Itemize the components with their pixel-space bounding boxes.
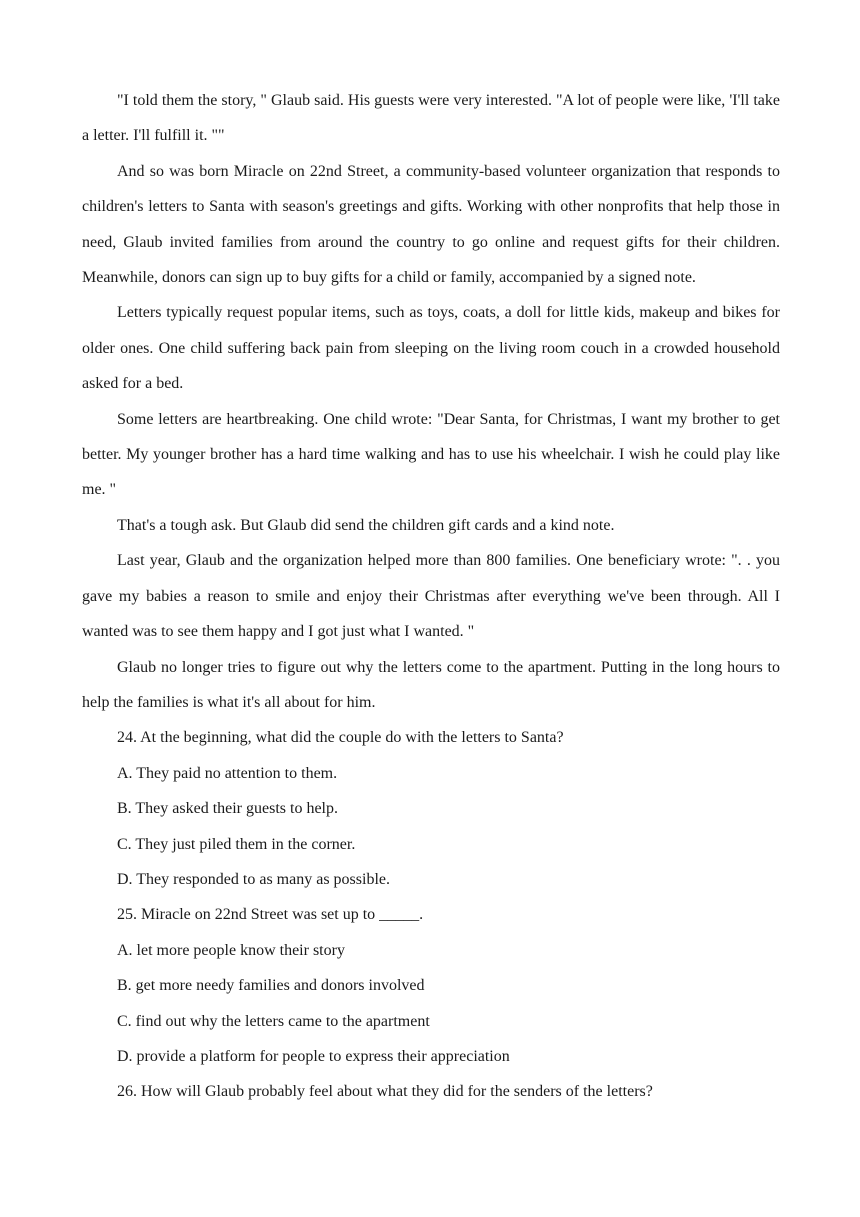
- passage-paragraph: Some letters are heartbreaking. One child wrote: "Dear Santa, for Christmas, I want my brother to get better. My younger brother has a hard time walking and has to use his wheelchair. I wish he could play like me. ": [82, 410, 780, 499]
- question-24-option-d: D. They responded to as many as possible.: [117, 870, 390, 888]
- question-25-option-b: B. get more needy families and donors involved: [117, 977, 425, 995]
- document-content: [82, 83, 780, 1110]
- question-24-option-c: C. They just piled them in the corner.: [117, 835, 356, 853]
- question-25-stem: 25. Miracle on 22nd Street was set up to _____.: [117, 906, 424, 924]
- question-24-option-a: A. They paid no attention to them.: [117, 764, 338, 782]
- passage-paragraph: And so was born Miracle on 22nd Street, a community-based volunteer organization that responds to children's letters to Santa with season's greetings and gifts. Working with other nonprofits that help those in need, Glaub invited families from around the country to go online and request gifts for their children. Meanwhile, donors can sign up to buy gifts for a child or family, accompanied by a signed note.: [82, 162, 780, 287]
- question-25-option-c: C. find out why the letters came to the apartment: [117, 1012, 430, 1030]
- passage-paragraph: Last year, Glaub and the organization helped more than 800 families. One beneficiary wrote: ". . you gave my babies a reason to smile and enjoy their Christmas after everything we've been through. All I wanted was to see them happy and I got just what I wanted. ": [82, 552, 780, 641]
- passage-paragraph: That's a tough ask. But Glaub did send the children gift cards and a kind note.: [117, 516, 615, 534]
- question-25-option-d: D. provide a platform for people to express their appreciation: [117, 1047, 510, 1065]
- question-24-option-b: B. They asked their guests to help.: [117, 800, 338, 818]
- question-26-stem: 26. How will Glaub probably feel about what they did for the senders of the letters?: [117, 1083, 653, 1101]
- question-24-stem: 24. At the beginning, what did the couple do with the letters to Santa?: [117, 729, 564, 747]
- question-25-option-a: A. let more people know their story: [117, 941, 345, 959]
- passage-paragraph: Glaub no longer tries to figure out why the letters come to the apartment. Putting in the long hours to help the families is what it's all about for him.: [82, 658, 780, 711]
- passage-paragraph: "I told them the story, " Glaub said. His guests were very interested. "A lot of people were like, 'I'll take a letter. I'll fulfill it. "": [82, 92, 780, 145]
- passage-paragraph: Letters typically request popular items, such as toys, coats, a doll for little kids, makeup and bikes for older ones. One child suffering back pain from sleeping on the living room couch in a crowded household asked for a bed.: [82, 304, 780, 393]
